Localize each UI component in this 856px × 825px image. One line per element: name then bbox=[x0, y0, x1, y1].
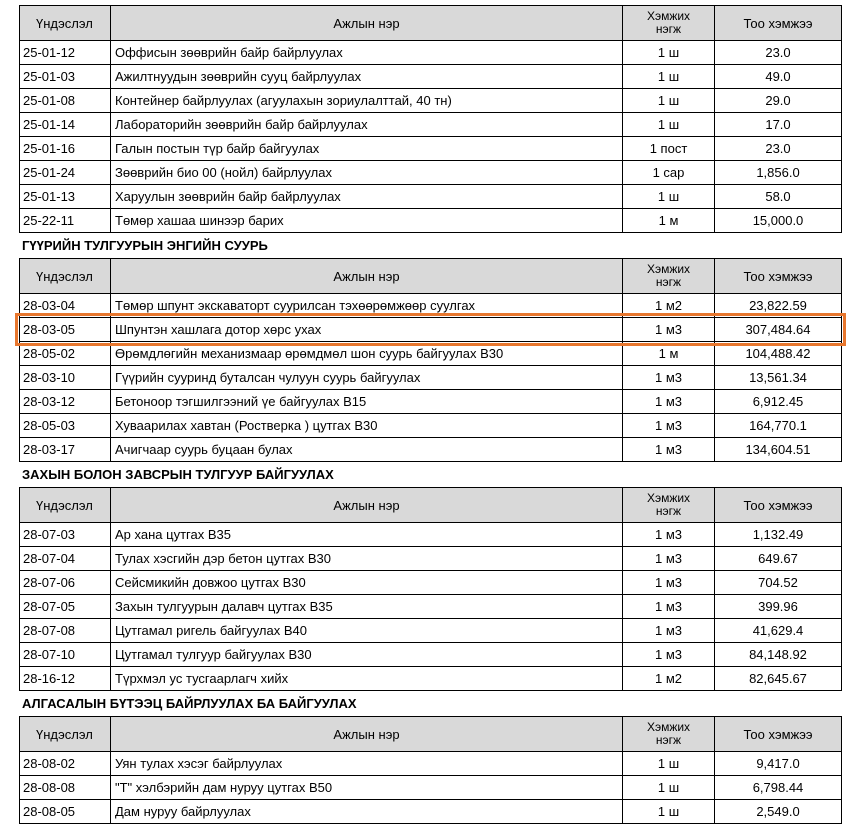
row-name: Цутгамал тулгуур байгуулах В30 bbox=[111, 643, 623, 667]
table-row bbox=[20, 595, 842, 619]
table-row bbox=[20, 366, 842, 390]
row-qty: 2,549.0 bbox=[715, 800, 842, 824]
header-name: Ажлын нэр bbox=[111, 717, 623, 752]
header-row bbox=[20, 6, 842, 41]
row-code: 25-01-13 bbox=[20, 185, 111, 209]
row-code: 28-07-10 bbox=[20, 643, 111, 667]
table-row bbox=[20, 294, 842, 318]
row-qty: 164,770.1 bbox=[715, 414, 842, 438]
header-unit bbox=[623, 488, 715, 523]
row-qty: 82,645.67 bbox=[715, 667, 842, 691]
work-table bbox=[19, 5, 842, 233]
row-unit: 1 пост bbox=[623, 137, 715, 161]
row-unit: 1 ш bbox=[623, 752, 715, 776]
row-code: 28-08-05 bbox=[20, 800, 111, 824]
row-unit: 1 м3 bbox=[623, 547, 715, 571]
row-qty: 1,132.49 bbox=[715, 523, 842, 547]
table-row bbox=[20, 643, 842, 667]
row-unit: 1 ш bbox=[623, 113, 715, 137]
header-code: Үндэслэл bbox=[20, 717, 111, 752]
row-name: Төмөр шпунт экскаваторт суурилсан тэхөөрөмжөөр суулгах bbox=[111, 294, 623, 318]
header-unit-line2: нэгж bbox=[655, 22, 682, 36]
row-code: 28-03-10 bbox=[20, 366, 111, 390]
row-code: 28-08-02 bbox=[20, 752, 111, 776]
table-row bbox=[20, 523, 842, 547]
row-unit: 1 ш bbox=[623, 800, 715, 824]
row-unit: 1 м bbox=[623, 342, 715, 366]
table-row bbox=[20, 342, 842, 366]
work-table bbox=[19, 716, 842, 824]
row-unit: 1 ш bbox=[623, 776, 715, 800]
row-qty: 29.0 bbox=[715, 89, 842, 113]
table-row bbox=[20, 752, 842, 776]
row-unit: 1 сар bbox=[623, 161, 715, 185]
header-name: Ажлын нэр bbox=[111, 259, 623, 294]
header-unit-line1: Хэмжих bbox=[646, 491, 691, 505]
header-code: Үндэслэл bbox=[20, 488, 111, 523]
row-name: Лабораторийн зөөврийн байр байрлуулах bbox=[111, 113, 623, 137]
row-code: 28-07-04 bbox=[20, 547, 111, 571]
row-name: "Т" хэлбэрийн дам нуруу цутгах В50 bbox=[111, 776, 623, 800]
table-row bbox=[20, 185, 842, 209]
header-code: Үндэслэл bbox=[20, 6, 111, 41]
row-qty: 1,856.0 bbox=[715, 161, 842, 185]
row-name: Хуваарилах хавтан (Ростверка ) цутгах В30 bbox=[111, 414, 623, 438]
table-row bbox=[20, 41, 842, 65]
table-row bbox=[20, 137, 842, 161]
row-qty: 704.52 bbox=[715, 571, 842, 595]
row-name: Цутгамал ригель байгуулах В40 bbox=[111, 619, 623, 643]
row-unit: 1 м3 bbox=[623, 390, 715, 414]
row-name: Харуулын зөөврийн байр байрлуулах bbox=[111, 185, 623, 209]
header-unit bbox=[623, 717, 715, 752]
header-row bbox=[20, 488, 842, 523]
table-row bbox=[20, 776, 842, 800]
table-row bbox=[20, 390, 842, 414]
header-row bbox=[20, 259, 842, 294]
row-code: 25-22-11 bbox=[20, 209, 111, 233]
row-qty: 104,488.42 bbox=[715, 342, 842, 366]
row-name: Гүүрийн сууринд буталсан чулуун суурь байгуулах bbox=[111, 366, 623, 390]
table-row bbox=[20, 161, 842, 185]
row-name: Уян тулах хэсэг байрлуулах bbox=[111, 752, 623, 776]
row-name: Оффисын зөөврийн байр байрлуулах bbox=[111, 41, 623, 65]
table-row bbox=[20, 667, 842, 691]
row-code: 28-08-08 bbox=[20, 776, 111, 800]
header-unit bbox=[623, 259, 715, 294]
row-code: 28-05-02 bbox=[20, 342, 111, 366]
section-title: ГҮҮРИЙН ТУЛГУУРЫН ЭНГИЙН СУУРЬ bbox=[22, 238, 268, 253]
row-name: Түрхмэл ус тусгаарлагч хийх bbox=[111, 667, 623, 691]
row-code: 28-05-03 bbox=[20, 414, 111, 438]
header-name: Ажлын нэр bbox=[111, 488, 623, 523]
row-name: Ачигчаар суурь буцаан булах bbox=[111, 438, 623, 462]
table-row bbox=[20, 547, 842, 571]
header-unit-line1: Хэмжих bbox=[646, 9, 691, 23]
row-code: 25-01-24 bbox=[20, 161, 111, 185]
row-unit: 1 м3 bbox=[623, 438, 715, 462]
row-code: 28-03-12 bbox=[20, 390, 111, 414]
row-qty: 41,629.4 bbox=[715, 619, 842, 643]
row-qty: 23.0 bbox=[715, 137, 842, 161]
row-name: Зөөврийн био 00 (нойл) байрлуулах bbox=[111, 161, 623, 185]
table-row bbox=[20, 318, 842, 342]
header-unit-line2: нэгж bbox=[655, 275, 682, 289]
header-unit bbox=[623, 6, 715, 41]
row-name: Сейсмикийн довжоо цутгах В30 bbox=[111, 571, 623, 595]
document bbox=[19, 5, 841, 824]
row-unit: 1 м3 bbox=[623, 571, 715, 595]
row-code: 28-07-08 bbox=[20, 619, 111, 643]
row-qty: 15,000.0 bbox=[715, 209, 842, 233]
row-name: Ар хана цутгах В35 bbox=[111, 523, 623, 547]
work-table bbox=[19, 487, 842, 691]
table-row bbox=[20, 209, 842, 233]
row-code: 28-07-03 bbox=[20, 523, 111, 547]
row-name: Дам нуруу байрлуулах bbox=[111, 800, 623, 824]
row-qty: 13,561.34 bbox=[715, 366, 842, 390]
row-code: 28-03-04 bbox=[20, 294, 111, 318]
row-qty: 6,798.44 bbox=[715, 776, 842, 800]
row-unit: 1 м3 bbox=[623, 595, 715, 619]
row-code: 28-16-12 bbox=[20, 667, 111, 691]
row-qty: 399.96 bbox=[715, 595, 842, 619]
row-qty: 6,912.45 bbox=[715, 390, 842, 414]
row-name: Шпунтэн хашлага дотор хөрс ухах bbox=[111, 318, 623, 342]
row-unit: 1 м2 bbox=[623, 667, 715, 691]
header-name: Ажлын нэр bbox=[111, 6, 623, 41]
row-qty: 9,417.0 bbox=[715, 752, 842, 776]
row-name: Тулах хэсгийн дэр бетон цутгах В30 bbox=[111, 547, 623, 571]
row-name: Өрөмдлөгийн механизмаар өрөмдмөл шон суурь байгуулах В30 bbox=[111, 342, 623, 366]
row-unit: 1 ш bbox=[623, 185, 715, 209]
row-qty: 84,148.92 bbox=[715, 643, 842, 667]
row-name: Захын тулгуурын далавч цутгах В35 bbox=[111, 595, 623, 619]
header-unit-line1: Хэмжих bbox=[646, 262, 691, 276]
header-unit-line2: нэгж bbox=[655, 504, 682, 518]
row-qty: 23,822.59 bbox=[715, 294, 842, 318]
row-code: 28-03-17 bbox=[20, 438, 111, 462]
table-row bbox=[20, 113, 842, 137]
table-row bbox=[20, 65, 842, 89]
header-qty: Тоо хэмжээ bbox=[715, 717, 842, 752]
row-unit: 1 м bbox=[623, 209, 715, 233]
table-row bbox=[20, 619, 842, 643]
row-unit: 1 м3 bbox=[623, 414, 715, 438]
row-unit: 1 м3 bbox=[623, 523, 715, 547]
row-code: 25-01-16 bbox=[20, 137, 111, 161]
row-unit: 1 м3 bbox=[623, 318, 715, 342]
row-code: 28-07-06 bbox=[20, 571, 111, 595]
row-unit: 1 ш bbox=[623, 65, 715, 89]
row-unit: 1 ш bbox=[623, 41, 715, 65]
table-row bbox=[20, 800, 842, 824]
row-code: 28-03-05 bbox=[20, 318, 111, 342]
row-unit: 1 м3 bbox=[623, 643, 715, 667]
header-row bbox=[20, 717, 842, 752]
header-qty: Тоо хэмжээ bbox=[715, 488, 842, 523]
row-code: 25-01-08 bbox=[20, 89, 111, 113]
row-qty: 58.0 bbox=[715, 185, 842, 209]
table-row bbox=[20, 89, 842, 113]
table-row bbox=[20, 571, 842, 595]
row-qty: 134,604.51 bbox=[715, 438, 842, 462]
header-qty: Тоо хэмжээ bbox=[715, 6, 842, 41]
work-table bbox=[19, 258, 842, 462]
row-qty: 307,484.64 bbox=[715, 318, 842, 342]
header-unit-line2: нэгж bbox=[655, 733, 682, 747]
row-unit: 1 м2 bbox=[623, 294, 715, 318]
row-name: Галын постын түр байр байгуулах bbox=[111, 137, 623, 161]
row-name: Контейнер байрлуулах (агуулахын зориулалттай, 40 тн) bbox=[111, 89, 623, 113]
row-qty: 23.0 bbox=[715, 41, 842, 65]
header-unit-line1: Хэмжих bbox=[646, 720, 691, 734]
row-code: 28-07-05 bbox=[20, 595, 111, 619]
row-qty: 649.67 bbox=[715, 547, 842, 571]
row-code: 25-01-12 bbox=[20, 41, 111, 65]
table-row bbox=[20, 438, 842, 462]
table-row bbox=[20, 414, 842, 438]
row-name: Ажилтнуудын зөөврийн сууц байрлуулах bbox=[111, 65, 623, 89]
row-qty: 17.0 bbox=[715, 113, 842, 137]
row-code: 25-01-03 bbox=[20, 65, 111, 89]
row-unit: 1 ш bbox=[623, 89, 715, 113]
row-code: 25-01-14 bbox=[20, 113, 111, 137]
section-title: АЛГАСАЛЫН БҮТЭЭЦ БАЙРЛУУЛАХ БА БАЙГУУЛАХ bbox=[22, 696, 357, 711]
row-qty: 49.0 bbox=[715, 65, 842, 89]
header-code: Үндэслэл bbox=[20, 259, 111, 294]
row-unit: 1 м3 bbox=[623, 366, 715, 390]
section-title: ЗАХЫН БОЛОН ЗАВСРЫН ТУЛГУУР БАЙГУУЛАХ bbox=[22, 467, 334, 482]
row-name: Төмөр хашаа шинээр барих bbox=[111, 209, 623, 233]
row-name: Бетоноор тэгшилгээний үе байгуулах В15 bbox=[111, 390, 623, 414]
row-unit: 1 м3 bbox=[623, 619, 715, 643]
header-qty: Тоо хэмжээ bbox=[715, 259, 842, 294]
